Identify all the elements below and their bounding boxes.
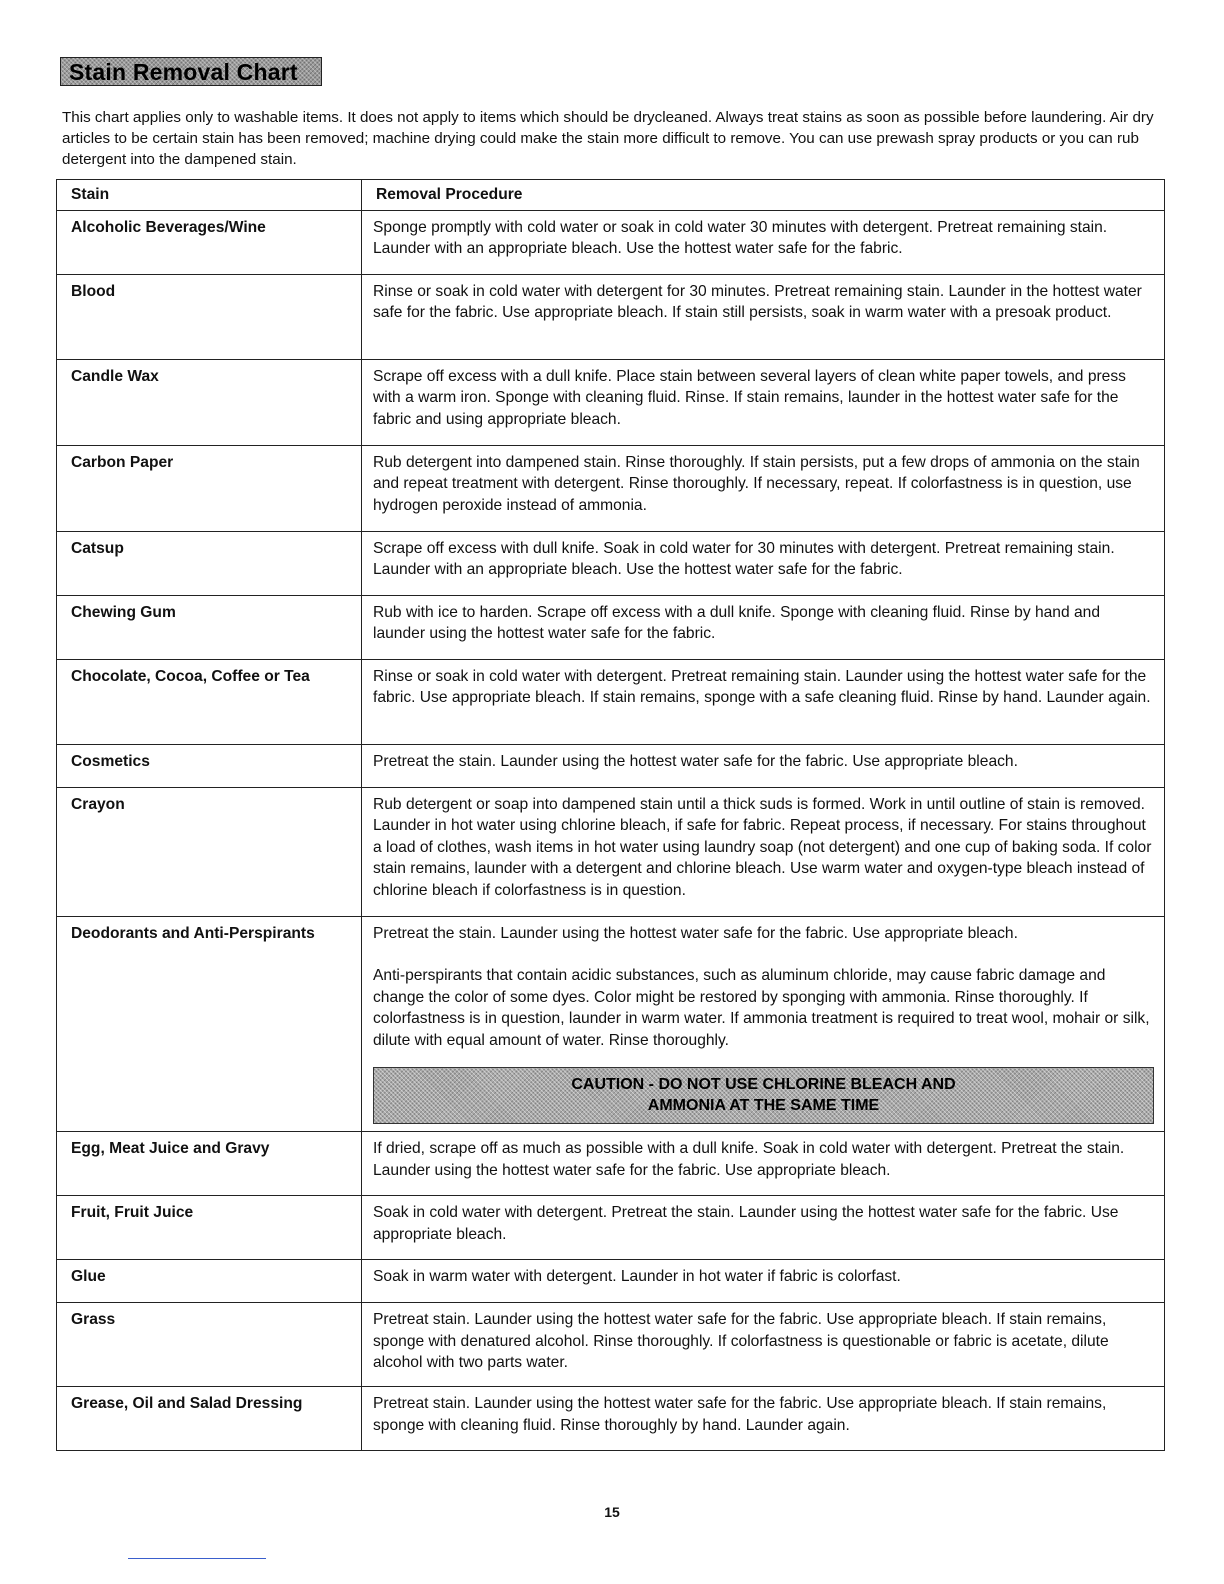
- removal-procedure: Soak in warm water with detergent. Launder in hot water if fabric is colorfast.: [362, 1260, 1165, 1303]
- table-row: [57, 210, 1165, 274]
- removal-procedure: Rub detergent or soap into dampened stain until a thick suds is formed. Work in until outline of stain is removed. Launder in hot water using chlorine bleach, if safe for fabric. Repeat process, if necessary. For stains throughout a load of clothes, wash items in hot water using laundry soap (not detergent) and one cup of baking soda. If color stain remains, launder with a detergent and chlorine bleach. Use warm water and oxygen-type bleach instead of chlorine bleach if colorfastness is in question.: [362, 787, 1165, 916]
- footer-rule: [128, 1558, 266, 1559]
- table-row: [57, 531, 1165, 595]
- page-number: 15: [604, 1504, 620, 1520]
- table-row: [57, 659, 1165, 744]
- removal-procedure: Pretreat the stain. Launder using the hottest water safe for the fabric. Use appropriate bleach.: [362, 744, 1165, 787]
- stain-name: Alcoholic Beverages/Wine: [57, 210, 362, 274]
- removal-procedure: Rinse or soak in cold water with detergent for 30 minutes. Pretreat remaining stain. Launder in the hottest water safe for the fabric. Use appropriate bleach. If stain still persists, soak in warm water with a presoak product.: [362, 274, 1165, 359]
- header-removal-procedure: Removal Procedure: [362, 180, 1165, 211]
- table-row: [57, 359, 1165, 445]
- table-row: [57, 274, 1165, 359]
- removal-procedure: Rinse or soak in cold water with detergent. Pretreat remaining stain. Launder using the hottest water safe for the fabric. Use appropriate bleach. If stain remains, sponge with a safe cleaning fluid. Rinse by hand. Launder again.: [362, 659, 1165, 744]
- table-row: [57, 744, 1165, 787]
- stain-name: Crayon: [57, 787, 362, 916]
- stain-name: Egg, Meat Juice and Gravy: [57, 1132, 362, 1196]
- removal-procedure: If dried, scrape off as much as possible with a dull knife. Soak in cold water with detergent. Pretreat the stain. Launder using the hottest water safe for the fabric. Use appropriate bleach.: [362, 1132, 1165, 1196]
- stain-name: Cosmetics: [57, 744, 362, 787]
- table-row: [57, 916, 1165, 1132]
- table-header-row: [57, 180, 1165, 211]
- removal-procedure-multi: [362, 916, 1165, 1132]
- stain-name: Catsup: [57, 531, 362, 595]
- table-row: [57, 1303, 1165, 1387]
- table-row: [57, 1387, 1165, 1451]
- table-row: [57, 1260, 1165, 1303]
- removal-procedure: Sponge promptly with cold water or soak in cold water 30 minutes with detergent. Pretreat remaining stain. Launder with an appropriate bleach. Use the hottest water safe for the fabric.: [362, 210, 1165, 274]
- stain-name: Chocolate, Cocoa, Coffee or Tea: [57, 659, 362, 744]
- table-row: [57, 595, 1165, 659]
- stain-name: Grass: [57, 1303, 362, 1387]
- chart-title-box: [60, 57, 322, 86]
- removal-procedure: Pretreat stain. Launder using the hottest water safe for the fabric. Use appropriate bleach. If stain remains, sponge with denatured alcohol. Rinse thoroughly. If colorfastness is questionable or fabric is acetate, dilute alcohol with two parts water.: [362, 1303, 1165, 1387]
- removal-procedure: Soak in cold water with detergent. Pretreat the stain. Launder using the hottest water safe for the fabric. Use appropriate bleach.: [362, 1196, 1165, 1260]
- page-title: Stain Removal Chart: [69, 59, 298, 85]
- stain-name: Carbon Paper: [57, 445, 362, 531]
- table-row: [57, 1196, 1165, 1260]
- stain-name: Blood: [57, 274, 362, 359]
- stain-name: Deodorants and Anti-Perspirants: [57, 916, 362, 1132]
- stain-name: Chewing Gum: [57, 595, 362, 659]
- stain-name: Candle Wax: [57, 359, 362, 445]
- removal-procedure: Scrape off excess with dull knife. Soak in cold water for 30 minutes with detergent. Pretreat remaining stain. Launder with an appropriate bleach. Use the hottest water safe for the fabric.: [362, 531, 1165, 595]
- header-stain: Stain: [57, 180, 362, 211]
- stain-name: Fruit, Fruit Juice: [57, 1196, 362, 1260]
- removal-procedure: Pretreat stain. Launder using the hottest water safe for the fabric. Use appropriate bleach. If stain remains, sponge with cleaning fluid. Rinse thoroughly by hand. Launder again.: [362, 1387, 1165, 1451]
- removal-procedure-note: Anti-perspirants that contain acidic substances, such as aluminum chloride, may cause fabric damage and change the color of some dyes. Color might be restored by sponging with ammonia. Rinse thoroughly. If colorfastness is in question, launder in warm water. If ammonia treatment is required to treat wool, mohair or silk, dilute with equal amount of water. Rinse thoroughly.: [373, 967, 1150, 1049]
- caution-line-1: CAUTION - DO NOT USE CHLORINE BLEACH AND: [571, 1076, 956, 1093]
- intro-paragraph: This chart applies only to washable items. It does not apply to items which should be drycleaned. Always treat stains as soon as possible before laundering. Air dry articles to be certain stain has been removed; machine drying could make the stain more difficult to remove. You can use prewash spray products or you can rub detergent into the dampened stain.: [62, 109, 1154, 168]
- removal-procedure: Pretreat the stain. Launder using the hottest water safe for the fabric. Use appropriate bleach.: [373, 924, 1018, 942]
- caution-banner: [373, 1067, 1154, 1124]
- caution-line-2: AMMONIA AT THE SAME TIME: [647, 1097, 880, 1114]
- removal-procedure: Rub with ice to harden. Scrape off excess with a dull knife. Sponge with cleaning fluid. Rinse by hand and launder using the hottest water safe for the fabric.: [362, 595, 1165, 659]
- table-row: [57, 445, 1165, 531]
- stain-removal-table: [56, 179, 1165, 1451]
- table-row: [57, 787, 1165, 916]
- stain-name: Grease, Oil and Salad Dressing: [57, 1387, 362, 1451]
- stain-name: Glue: [57, 1260, 362, 1303]
- removal-procedure: Scrape off excess with a dull knife. Place stain between several layers of clean white paper towels, and press with a warm iron. Sponge with cleaning fluid. Rinse. If stain remains, launder in the hottest water safe for the fabric and using appropriate bleach.: [362, 359, 1165, 445]
- table-row: [57, 1132, 1165, 1196]
- removal-procedure: Rub detergent into dampened stain. Rinse thoroughly. If stain persists, put a few drops of ammonia on the stain and repeat treatment with detergent. Rinse thoroughly. If necessary, repeat. If colorfastness is in question, use hydrogen peroxide instead of ammonia.: [362, 445, 1165, 531]
